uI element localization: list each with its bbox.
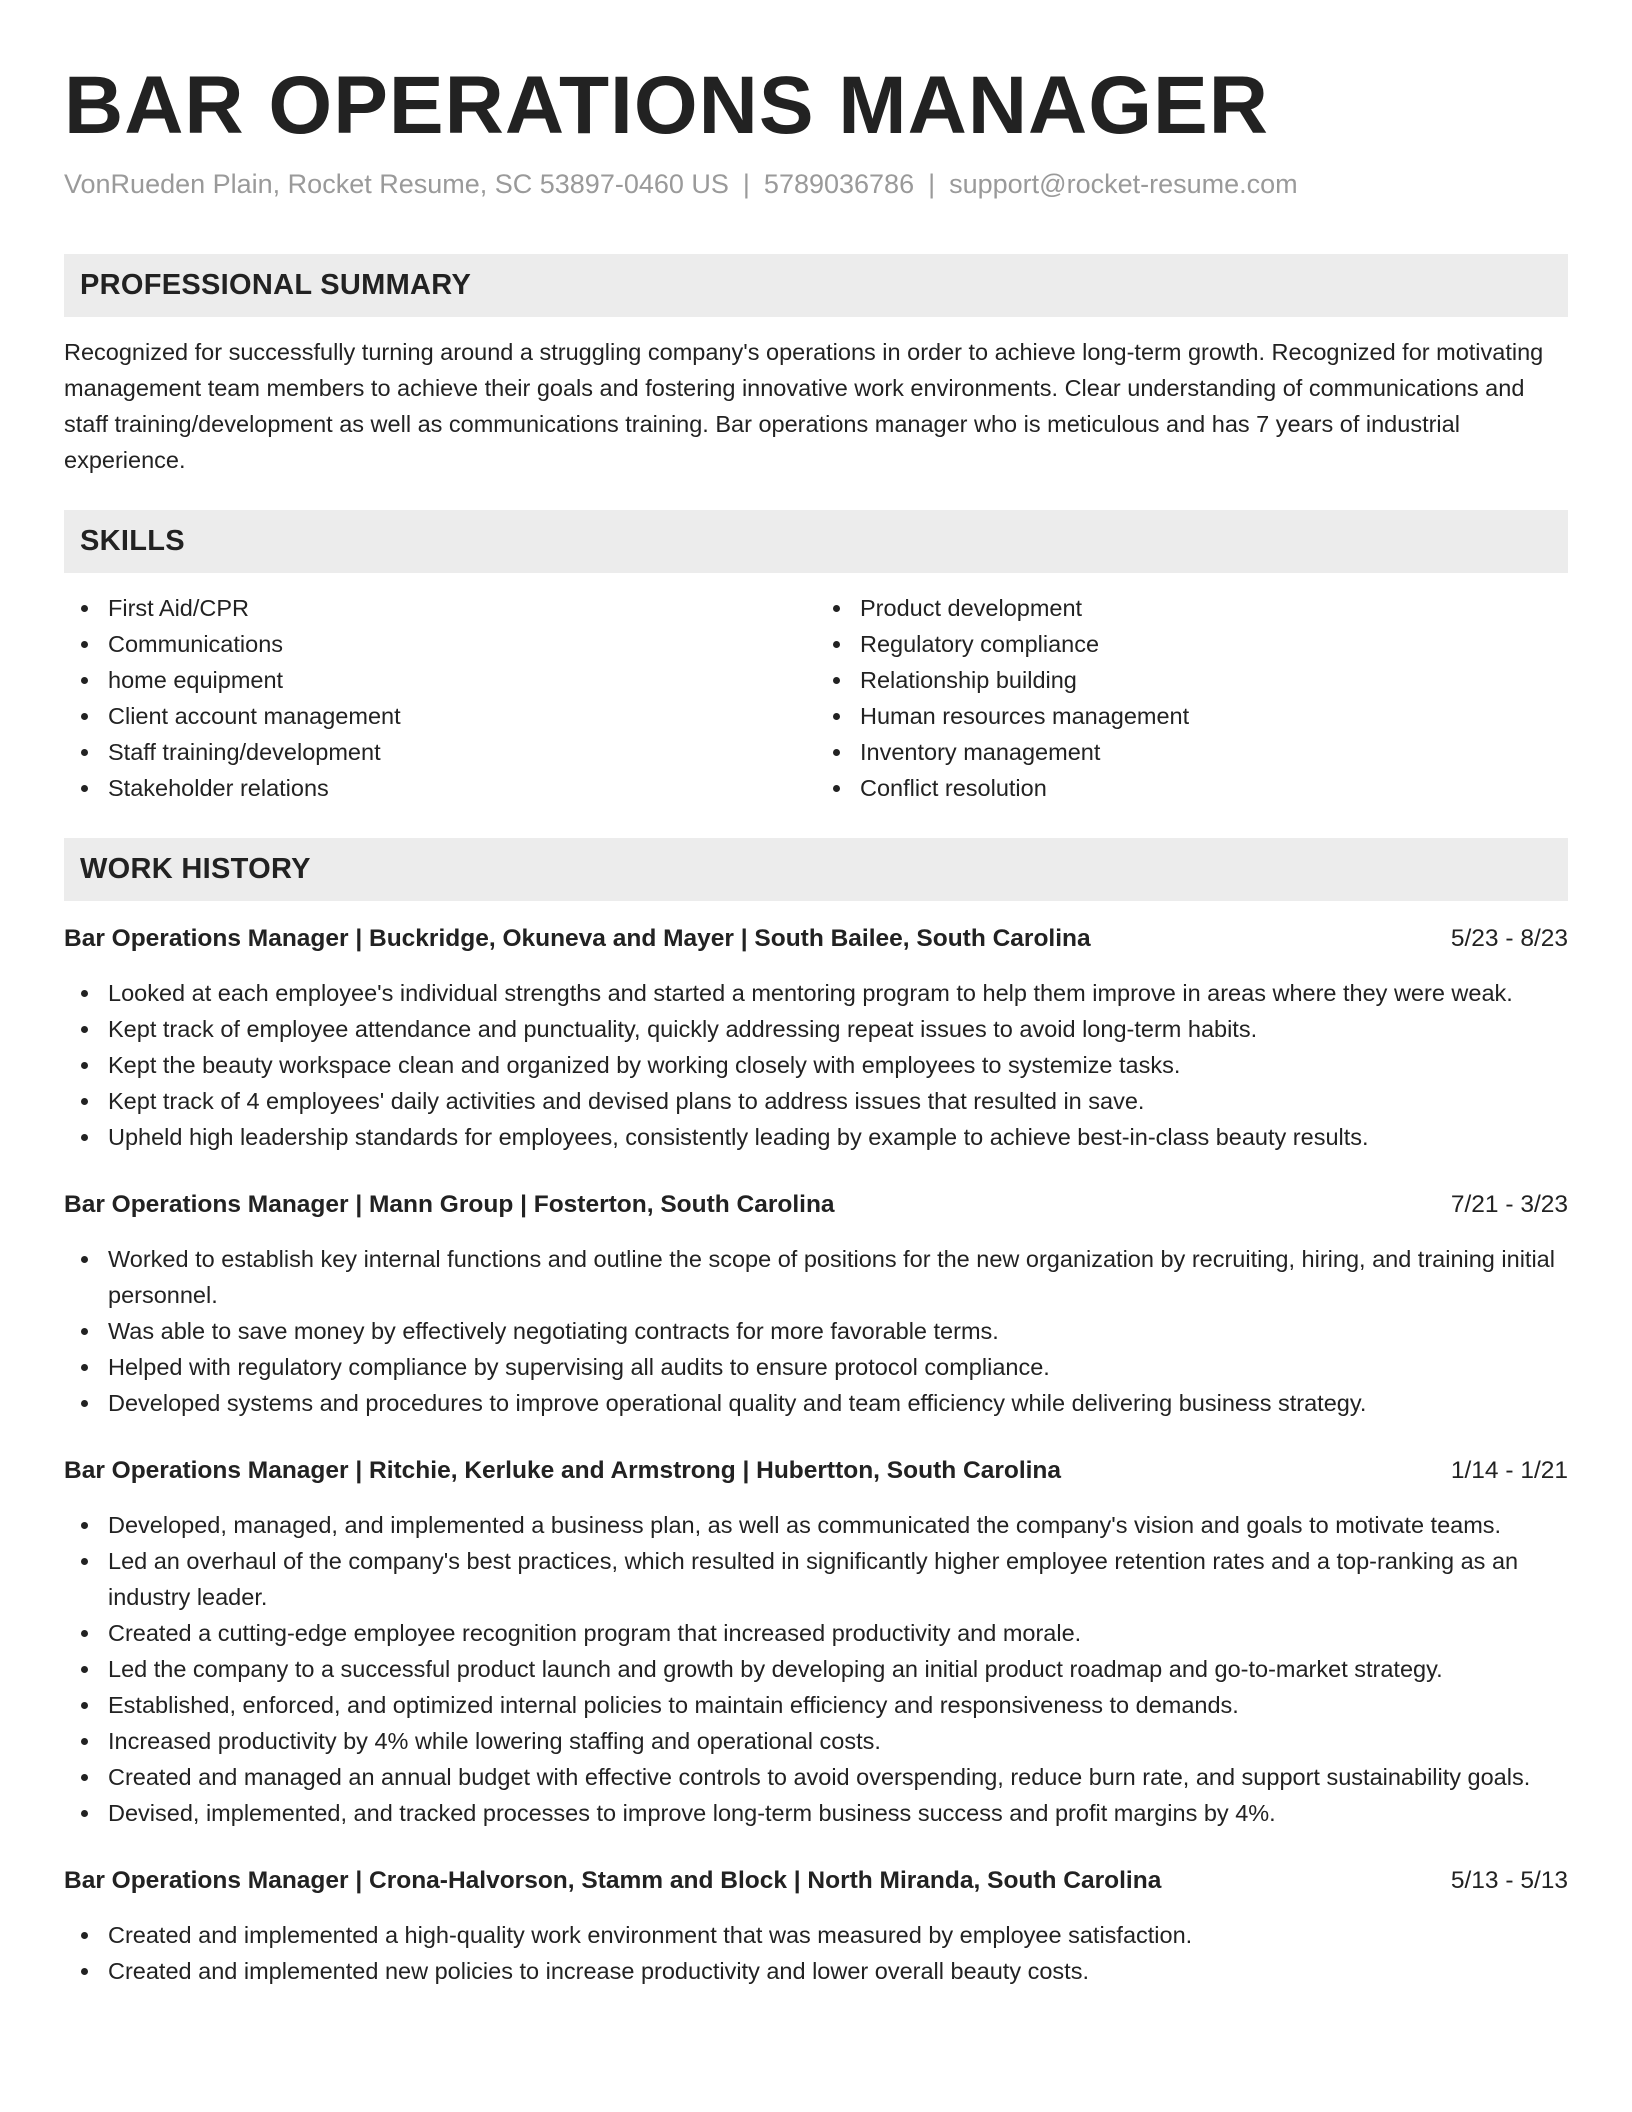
summary-text: Recognized for successfully turning around a struggling company's operations in order to achieve long-term growth. Recognized for motivating management team members to achieve their goals and fostering innovative work environments. Clear understanding of communications and staff training/development as well as communications training. Bar operations manager who is meticulous and has 7 years of industrial experience.: [64, 339, 1544, 473]
skills-column-right: [816, 590, 1568, 806]
skill-item: Relationship building: [860, 662, 1568, 698]
skill-item: Communications: [108, 626, 816, 662]
contact-email: support@rocket-resume.com: [949, 169, 1298, 199]
job-bullet: Helped with regulatory compliance by supervising all audits to ensure protocol compliance.: [108, 1349, 1568, 1385]
section-header-skills: SKILLS: [64, 510, 1568, 573]
job-bullet: Upheld high leadership standards for employees, consistently leading by example to achieve best-in-class beauty results.: [108, 1119, 1568, 1155]
job-entry: [64, 921, 1568, 1155]
job-bullet: Created and implemented new policies to increase productivity and lower overall beauty costs.: [108, 1953, 1568, 1989]
job-bullet: Created and implemented a high-quality work environment that was measured by employee satisfaction.: [108, 1917, 1568, 1953]
job-bullet: Led the company to a successful product launch and growth by developing an initial product roadmap and go-to-market strategy.: [108, 1651, 1568, 1687]
job-bullet: Devised, implemented, and tracked processes to improve long-term business success and profit margins by 4%.: [108, 1795, 1568, 1831]
job-header: [64, 1863, 1568, 1899]
job-dates: 1/14 - 1/21: [1450, 1457, 1568, 1484]
job-title: Bar Operations Manager | Mann Group | Fosterton, South Carolina: [64, 1191, 835, 1218]
contact-separator: |: [742, 169, 750, 199]
skill-item: Conflict resolution: [860, 770, 1568, 806]
contact-phone: 5789036786: [763, 169, 915, 199]
section-header-summary: PROFESSIONAL SUMMARY: [64, 254, 1568, 317]
job-bullet: Created and managed an annual budget with effective controls to avoid overspending, reduce burn rate, and support sustainability goals.: [108, 1759, 1568, 1795]
job-title: Bar Operations Manager | Buckridge, Okuneva and Mayer | South Bailee, South Carolina: [64, 925, 1091, 952]
job-dates: 5/13 - 5/13: [1450, 1867, 1568, 1894]
skill-item: First Aid/CPR: [108, 590, 816, 626]
job-entry: [64, 1863, 1568, 1989]
job-bullets: [64, 975, 1568, 1155]
job-bullet: Created a cutting-edge employee recognition program that increased productivity and morale.: [108, 1615, 1568, 1651]
job-bullets: [64, 1917, 1568, 1989]
job-bullet: Developed, managed, and implemented a business plan, as well as communicated the company's vision and goals to motivate teams.: [108, 1507, 1568, 1543]
job-title: Bar Operations Manager | Crona-Halvorson, Stamm and Block | North Miranda, South Carolina: [64, 1867, 1162, 1894]
job-bullet: Kept track of employee attendance and punctuality, quickly addressing repeat issues to avoid long-term habits.: [108, 1011, 1568, 1047]
job-bullet: Worked to establish key internal functions and outline the scope of positions for the new organization by recruiting, hiring, and training initial personnel.: [108, 1241, 1568, 1313]
skill-item: home equipment: [108, 662, 816, 698]
job-bullet: Was able to save money by effectively negotiating contracts for more favorable terms.: [108, 1313, 1568, 1349]
contact-line: [64, 166, 1568, 202]
skill-item: Human resources management: [860, 698, 1568, 734]
contact-separator: |: [928, 169, 936, 199]
skills-list: [64, 590, 1568, 806]
job-header: [64, 1187, 1568, 1223]
job-dates: 7/21 - 3/23: [1450, 1191, 1568, 1218]
job-entry: [64, 1453, 1568, 1831]
contact-address: VonRueden Plain, Rocket Resume, SC 53897-0460 US: [64, 169, 729, 199]
job-entry: [64, 1187, 1568, 1421]
job-header: [64, 921, 1568, 957]
resume-title: BAR OPERATIONS MANAGER: [64, 60, 1269, 151]
job-bullet: Developed systems and procedures to improve operational quality and team efficiency while delivering business strategy.: [108, 1385, 1568, 1421]
job-bullet: Looked at each employee's individual strengths and started a mentoring program to help them improve in areas where they were weak.: [108, 975, 1568, 1011]
skills-column-left: [64, 590, 816, 806]
job-header: [64, 1453, 1568, 1489]
job-bullet: Kept the beauty workspace clean and organized by working closely with employees to systemize tasks.: [108, 1047, 1568, 1083]
job-bullet: Led an overhaul of the company's best practices, which resulted in significantly higher employee retention rates and a top-ranking as an industry leader.: [108, 1543, 1568, 1615]
section-header-work-history: WORK HISTORY: [64, 838, 1568, 901]
skill-item: Inventory management: [860, 734, 1568, 770]
job-bullet: Established, enforced, and optimized internal policies to maintain efficiency and responsiveness to demands.: [108, 1687, 1568, 1723]
job-bullets: [64, 1507, 1568, 1831]
job-title: Bar Operations Manager | Ritchie, Kerluke and Armstrong | Hubertton, South Carolina: [64, 1457, 1062, 1484]
job-dates: 5/23 - 8/23: [1450, 925, 1568, 952]
job-bullet: Kept track of 4 employees' daily activities and devised plans to address issues that resulted in save.: [108, 1083, 1568, 1119]
skill-item: Regulatory compliance: [860, 626, 1568, 662]
skill-item: Staff training/development: [108, 734, 816, 770]
job-bullets: [64, 1241, 1568, 1421]
skill-item: Client account management: [108, 698, 816, 734]
skill-item: Product development: [860, 590, 1568, 626]
job-bullet: Increased productivity by 4% while lowering staffing and operational costs.: [108, 1723, 1568, 1759]
skill-item: Stakeholder relations: [108, 770, 816, 806]
